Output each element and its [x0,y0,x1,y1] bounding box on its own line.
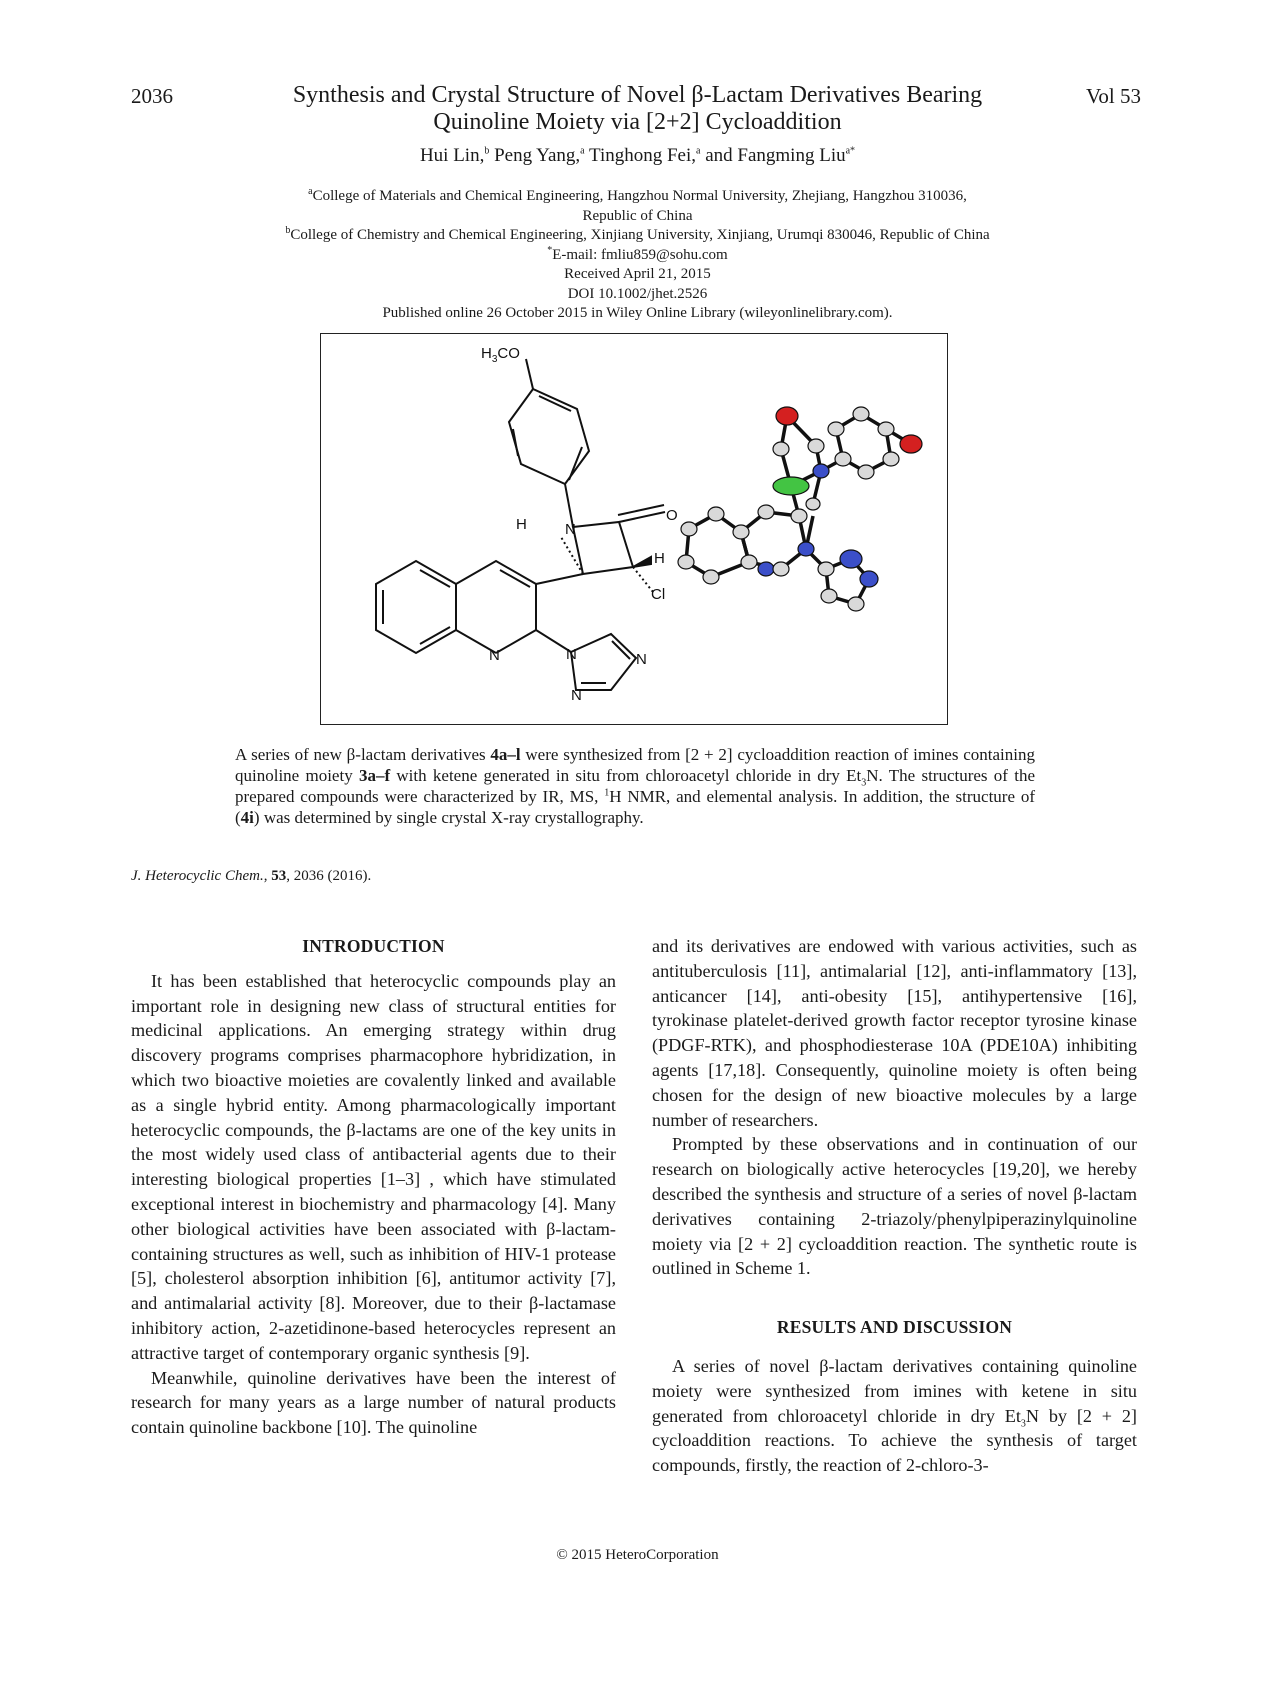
page-number: 2036 [131,84,173,108]
subscript: 3 [861,777,867,789]
author-name: Hui Lin, [419,145,485,166]
author-name: Peng Yang, [494,145,581,166]
nitrogen-atom [813,464,829,478]
compound-ref: 3a–f [358,766,391,785]
journal-citation: J. Heterocyclic Chem., 53, 2036 (2016). [131,868,372,884]
molecule-drawing [321,334,946,723]
nitrogen-atom [798,542,814,556]
methoxy-label: $H_3CO$ [481,345,520,365]
author-name: Tinghong Fei, [589,145,697,166]
hydrogen-label: H [516,516,527,533]
compound-ref: 4i [240,808,254,827]
paragraph: Meanwhile, quinoline derivatives have been the interest of research for many years as a large number of natural products contain quinoline backbone [10]. The quinoline [131,1367,616,1438]
right-column [652,934,1137,1478]
abstract-text: A series of new β-lactam derivatives [235,745,491,764]
abstract-text: with ketene generated in situ from chloroacetyl chloride in dry Et [390,766,862,785]
abstract [235,744,1035,828]
journal-volume: 53 [271,868,287,884]
paragraph: Prompted by these observations and in continuation of our research on biologically active heterocycles [19,20], we hereby described the synthesis and structure of a series of novel β-lactam derivatives containing 2-triazoly/phenylpiperazinylquinoline moiety via [2 + 2] cycloaddition reaction. The synthetic route is outlined in Scheme 1. [652,1134,1137,1279]
carbonyl-oxygen-label: O [666,507,678,524]
published-line: Published online 26 October 2015 in Wiley Online Library (wileyonlinelibrary.com). [382,305,893,321]
affiliation-text: College of Chemistry and Chemical Engineering, Xinjiang University, Xinjiang, Urumqi 830046, Republic of China [290,227,990,243]
chlorine-label: Cl [651,586,666,603]
paper-title [200,82,1075,136]
title-line-2: Quinoline Moiety via [2+2] Cycloaddition [433,109,842,135]
compound-ref: 4a–l [490,745,521,764]
affiliation-text: College of Materials and Chemical Engineering, Hangzhou Normal University, Zhejiang, Hangzhou 310036, [312,188,967,204]
volume-label: Vol 53 [1085,84,1141,108]
author-affiliation-mark: a [580,145,585,157]
affiliation-a [180,187,1095,207]
email-line [180,246,1095,266]
abstract-text: were synthesized from [2 + 2] cycloaddition reaction of imines containing quinoline moiety [235,745,1035,785]
received-date: Received April 21, 2015 [564,266,711,282]
triazole-nitrogen-label: N [566,646,577,663]
email-mark: * [547,244,553,256]
subscript: 3 [1020,1418,1026,1430]
author-affiliation-mark: a* [845,145,856,157]
citation-rest: , 2036 (2016). [286,868,372,884]
hydrogen-label: H [654,550,665,567]
affiliation-mark: b [285,225,291,236]
lactam-nitrogen-label: N [565,521,576,538]
affiliation-mark: a [308,186,313,197]
abstract-text: N. The structures of the prepared compounds were characterized by IR, MS, [235,766,1036,806]
nitrogen-atom [840,550,862,568]
triazole-nitrogen-label: N [571,687,582,704]
title-line-1: Synthesis and Crystal Structure of Novel β-Lactam Derivatives Bearing [292,82,983,108]
paragraph: A series of novel β-lactam derivatives containing quinoline moiety were synthesized from imines with ketene in situ generated from chloroacetyl chloride in dry $Et_3N$ by [2 + 2] cycloaddition reactions. To achieve the synthesis of target compounds, firstly, the reaction of 2-chloro-3- [652,1355,1137,1476]
affiliations [180,187,1095,324]
affiliation-b [180,226,1095,246]
graphical-abstract-figure [320,333,948,725]
doi: DOI 10.1002/jhet.2526 [567,285,708,302]
journal-name: J. Heterocyclic Chem. [131,868,264,884]
abstract-text: ) was determined by single crystal X-ray crystallography. [253,808,644,827]
copyright-footer: © 2015 HeteroCorporation [556,1547,719,1563]
author-affiliation-mark: a [696,145,701,157]
section-heading: INTRODUCTION [302,936,445,956]
atom-labels [481,345,678,704]
superscript: 1 [604,787,610,799]
oxygen-atom [776,407,798,425]
paragraph: It has been established that heterocyclic compounds play an important role in designing new class of structural entities for medicinal applications. An emerging strategy within drug discovery programs comprises pharmacophore hybridization, in which two bioactive moieties are covalently linked and available as a single hybrid entity. Among pharmacologically important heterocyclic compounds, the β-lactams are one of the key units in the most widely used class of antibacterial agents due to their interesting biological properties [1–3] , which have stimulated exceptional interest in biochemistry and pharmacology [4]. Many other biological activities have been associated with β-lactam-containing structures as well, such as inhibition of HIV-1 protease [5], cholesterol absorption inhibition [6], antitumor activity [7], and antimalarial activity [8]. Moreover, due to their β-lactamase inhibitory action, 2-azetidinone-based heterocycles represent an attractive target of contemporary organic synthesis [9]. [131,970,616,1363]
left-column [131,934,616,1440]
paragraph: and its derivatives are endowed with various activities, such as antituberculosis [11], antimalarial [12], anti-inflammatory [13], anticancer [14], anti-obesity [15], antihypertensive [16], tyrokinase platelet-derived growth factor receptor tyrosine kinase (PDGF-RTK), and phosphodiesterase 10A (PDE10A) inhibiting agents [17,18]. Consequently, quinoline moiety is often being chosen for the design of new bioactive molecules by a large number of researchers. [652,936,1137,1130]
oxygen-atom [900,435,922,453]
author-affiliation-mark: b [484,145,490,157]
abstract-text: H NMR, and elemental analysis. In addition, the structure of ( [235,787,1035,827]
section-heading: RESULTS AND DISCUSSION [776,1317,1013,1338]
author-name: and Fangming Liu [705,145,846,166]
triazole-nitrogen-label: N [636,651,647,668]
nitrogen-atom [758,562,774,576]
chlorine-atom [773,477,809,495]
author-list [200,145,1075,167]
nitrogen-atom [860,571,878,587]
quinoline-nitrogen-label: N [489,647,500,664]
email-text: E-mail: fmliu859@sohu.com [552,246,728,263]
affiliation-a-cont: Republic of China [582,207,693,224]
crystal-structure-ortep [678,407,922,611]
